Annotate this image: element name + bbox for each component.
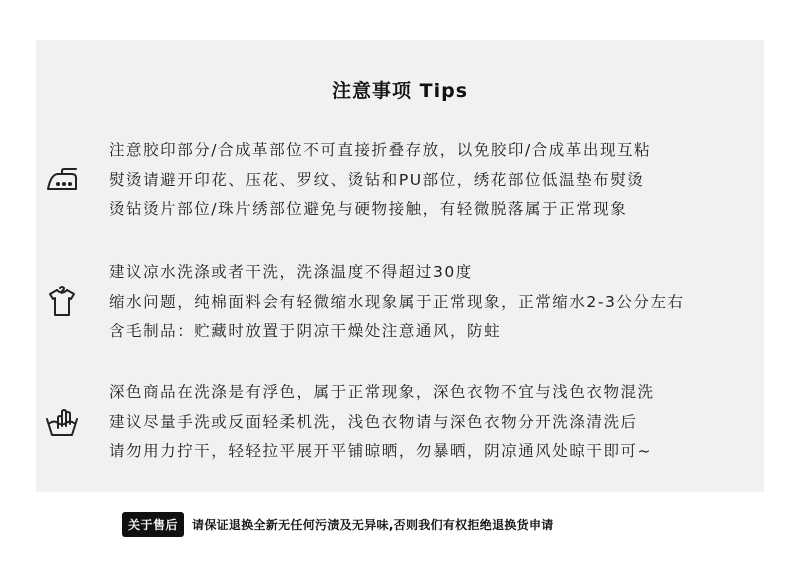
after-sales-text: 请保证退换全新无任何污渍及无异味,否则我们有权拒绝退换货申请: [192, 517, 554, 532]
page-title: 注意事项 Tips: [332, 80, 468, 102]
tip-line: 烫钻烫片部位/珠片绣部位避免与硬物接触，有轻微脱落属于正常现象: [109, 200, 628, 218]
after-sales-note: [122, 510, 554, 538]
hand-wash-icon: [42, 404, 82, 440]
tip-line: 注意胶印部分/合成革部位不可直接折叠存放，以免胶印/合成革出现互粘: [109, 141, 652, 159]
tip-line: 含毛制品：贮藏时放置于阴凉干燥处注意通风，防蛀: [109, 322, 502, 340]
iron-icon: [42, 162, 82, 198]
shirt-icon: [42, 284, 82, 320]
after-sales-badge: 关于售后: [122, 512, 184, 537]
tips-lines: [109, 258, 685, 347]
tip-line: 建议尽量手洗或反面轻柔机洗，浅色衣物请与深色衣物分开洗涤清洗后: [109, 412, 638, 431]
tip-line: 熨烫请避开印花、压花、罗纹、烫钻和PU部位，绣花部位低温垫布熨烫: [109, 170, 645, 189]
tips-lines: [109, 136, 651, 225]
tip-line: 缩水问题，纯棉面料会有轻微缩水现象属于正常现象，正常缩水2-3公分左右: [109, 292, 685, 311]
tip-line: 请勿用力拧干，轻轻拉平展开平铺晾晒，勿暴晒，阴凉通风处晾干即可~: [109, 442, 653, 460]
tips-lines: [109, 378, 655, 467]
tip-line: 建议凉水洗涤或者干洗，洗涤温度不得超过30度: [109, 263, 473, 281]
tip-line: 深色商品在洗涤是有浮色，属于正常现象，深色衣物不宜与浅色衣物混洗: [109, 383, 655, 401]
